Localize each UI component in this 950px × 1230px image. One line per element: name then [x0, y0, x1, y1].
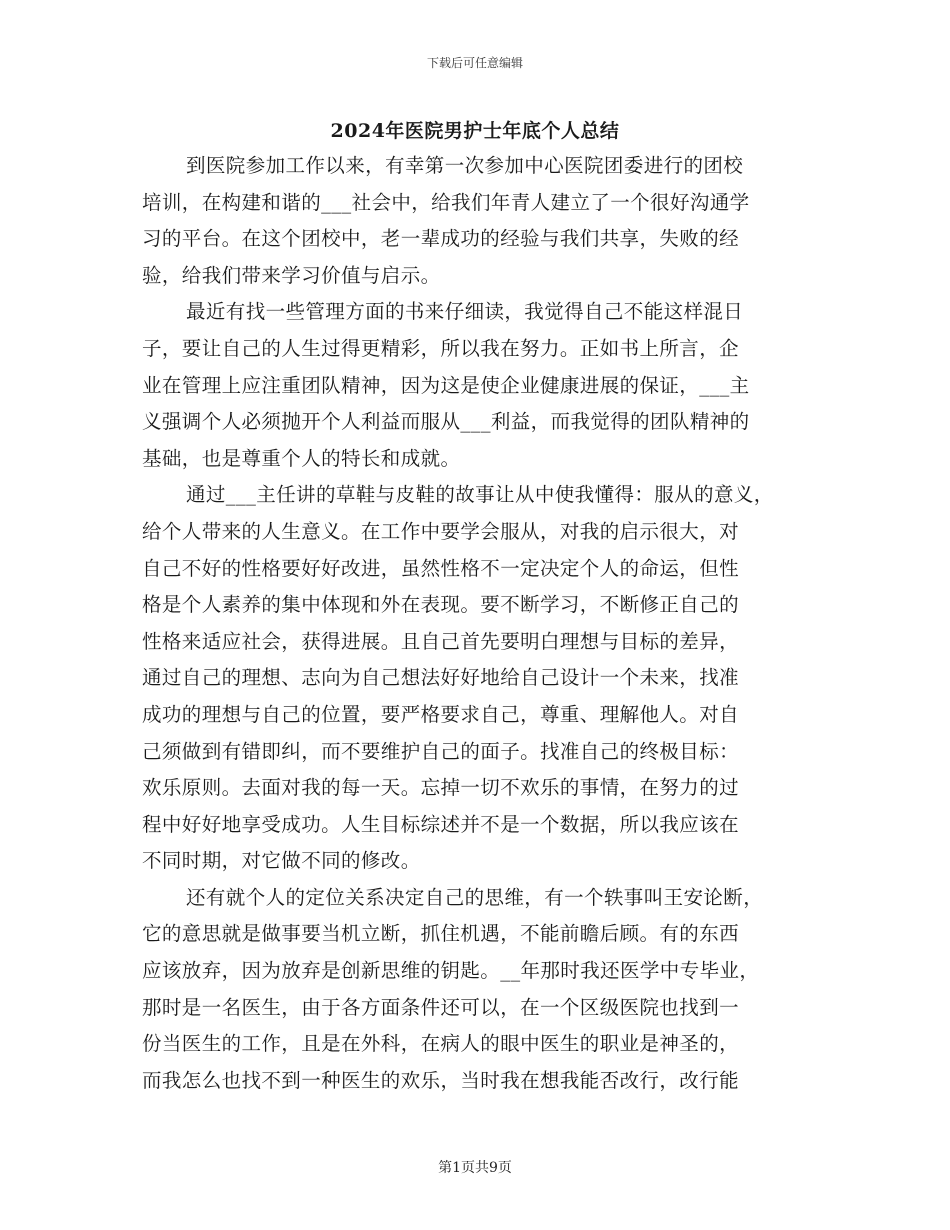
paragraph-line: 通过___主任讲的草鞋与皮鞋的故事让从中使我懂得：服从的意义， [186, 483, 774, 507]
paragraph-line: 应该放弃，因为放弃是创新思维的钥匙。__年那时我还医学中专毕业， [142, 959, 760, 983]
paragraph-line: 欢乐原则。去面对我的每一天。忘掉一切不欢乐的事情，在努力的过 [142, 776, 740, 800]
paragraph-line: 培训，在构建和谐的___社会中，给我们年青人建立了一个很好沟通学 [142, 190, 750, 214]
paragraph-line: 而我怎么也找不到一种医生的欢乐，当时我在想我能否改行，改行能 [142, 1068, 740, 1092]
paragraph-line: 它的意思就是做事要当机立断，抓住机遇，不能前瞻后顾。有的东西 [142, 922, 740, 946]
document-body [142, 148, 812, 1099]
page-footer: 第1页共9页 [438, 1160, 512, 1176]
paragraph-line: 己须做到有错即纠，而不要维护自己的面子。找准自己的终极目标： [142, 739, 740, 763]
paragraph-line: 业在管理上应注重团队精神，因为这是使企业健康进展的保证，___主 [142, 373, 750, 397]
paragraph-line: 给个人带来的人生意义。在工作中要学会服从，对我的启示很大，对 [142, 519, 740, 543]
paragraph-line: 还有就个人的定位关系决定自己的思维，有一个轶事叫王安论断， [186, 885, 764, 909]
paragraph-line: 验，给我们带来学习价值与启示。 [142, 263, 441, 287]
document-title: 2024年医院男护士年底个人总结 [330, 120, 620, 142]
paragraph-line: 基础，也是尊重个人的特长和成就。 [142, 446, 461, 470]
paragraph-line: 性格来适应社会，获得进展。且自己首先要明白理想与目标的差异， [142, 629, 740, 653]
paragraph-line: 成功的理想与自己的位置，要严格要求自己，尊重、理解他人。对自 [142, 702, 740, 726]
paragraph-line: 通过自己的理想、志向为自己想法好好地给自己设计一个未来，找准 [142, 666, 740, 690]
paragraph-line: 那时是一名医生，由于各方面条件还可以，在一个区级医院也找到一 [142, 995, 740, 1019]
paragraph-line: 份当医生的工作，且是在外科，在病人的眼中医生的职业是神圣的， [142, 1032, 740, 1056]
paragraph-line: 格是个人素养的集中体现和外在表现。要不断学习，不断修正自己的 [142, 593, 740, 617]
header-note: 下载后可任意编辑 [426, 56, 523, 70]
paragraph-line: 程中好好地享受成功。人生目标综述并不是一个数据，所以我应该在 [142, 812, 740, 836]
paragraph-line: 义强调个人必须抛开个人利益而服从___利益，而我觉得的团队精神的 [142, 410, 750, 434]
paragraph-line: 子，要让自己的人生过得更精彩，所以我在努力。正如书上所言，企 [142, 336, 740, 360]
paragraph-line: 不同时期，对它做不同的修改。 [142, 849, 421, 873]
paragraph-line: 到医院参加工作以来，有幸第一次参加中心医院团委进行的团校 [186, 154, 744, 177]
paragraph-line: 自己不好的性格要好好改进，虽然性格不一定决定个人的命运，但性 [142, 556, 740, 580]
paragraph-line: 最近有找一些管理方面的书来仔细读，我觉得自己不能这样混日 [186, 300, 744, 324]
paragraph-line: 习的平台。在这个团校中，老一辈成功的经验与我们共享，失败的经 [142, 227, 740, 251]
